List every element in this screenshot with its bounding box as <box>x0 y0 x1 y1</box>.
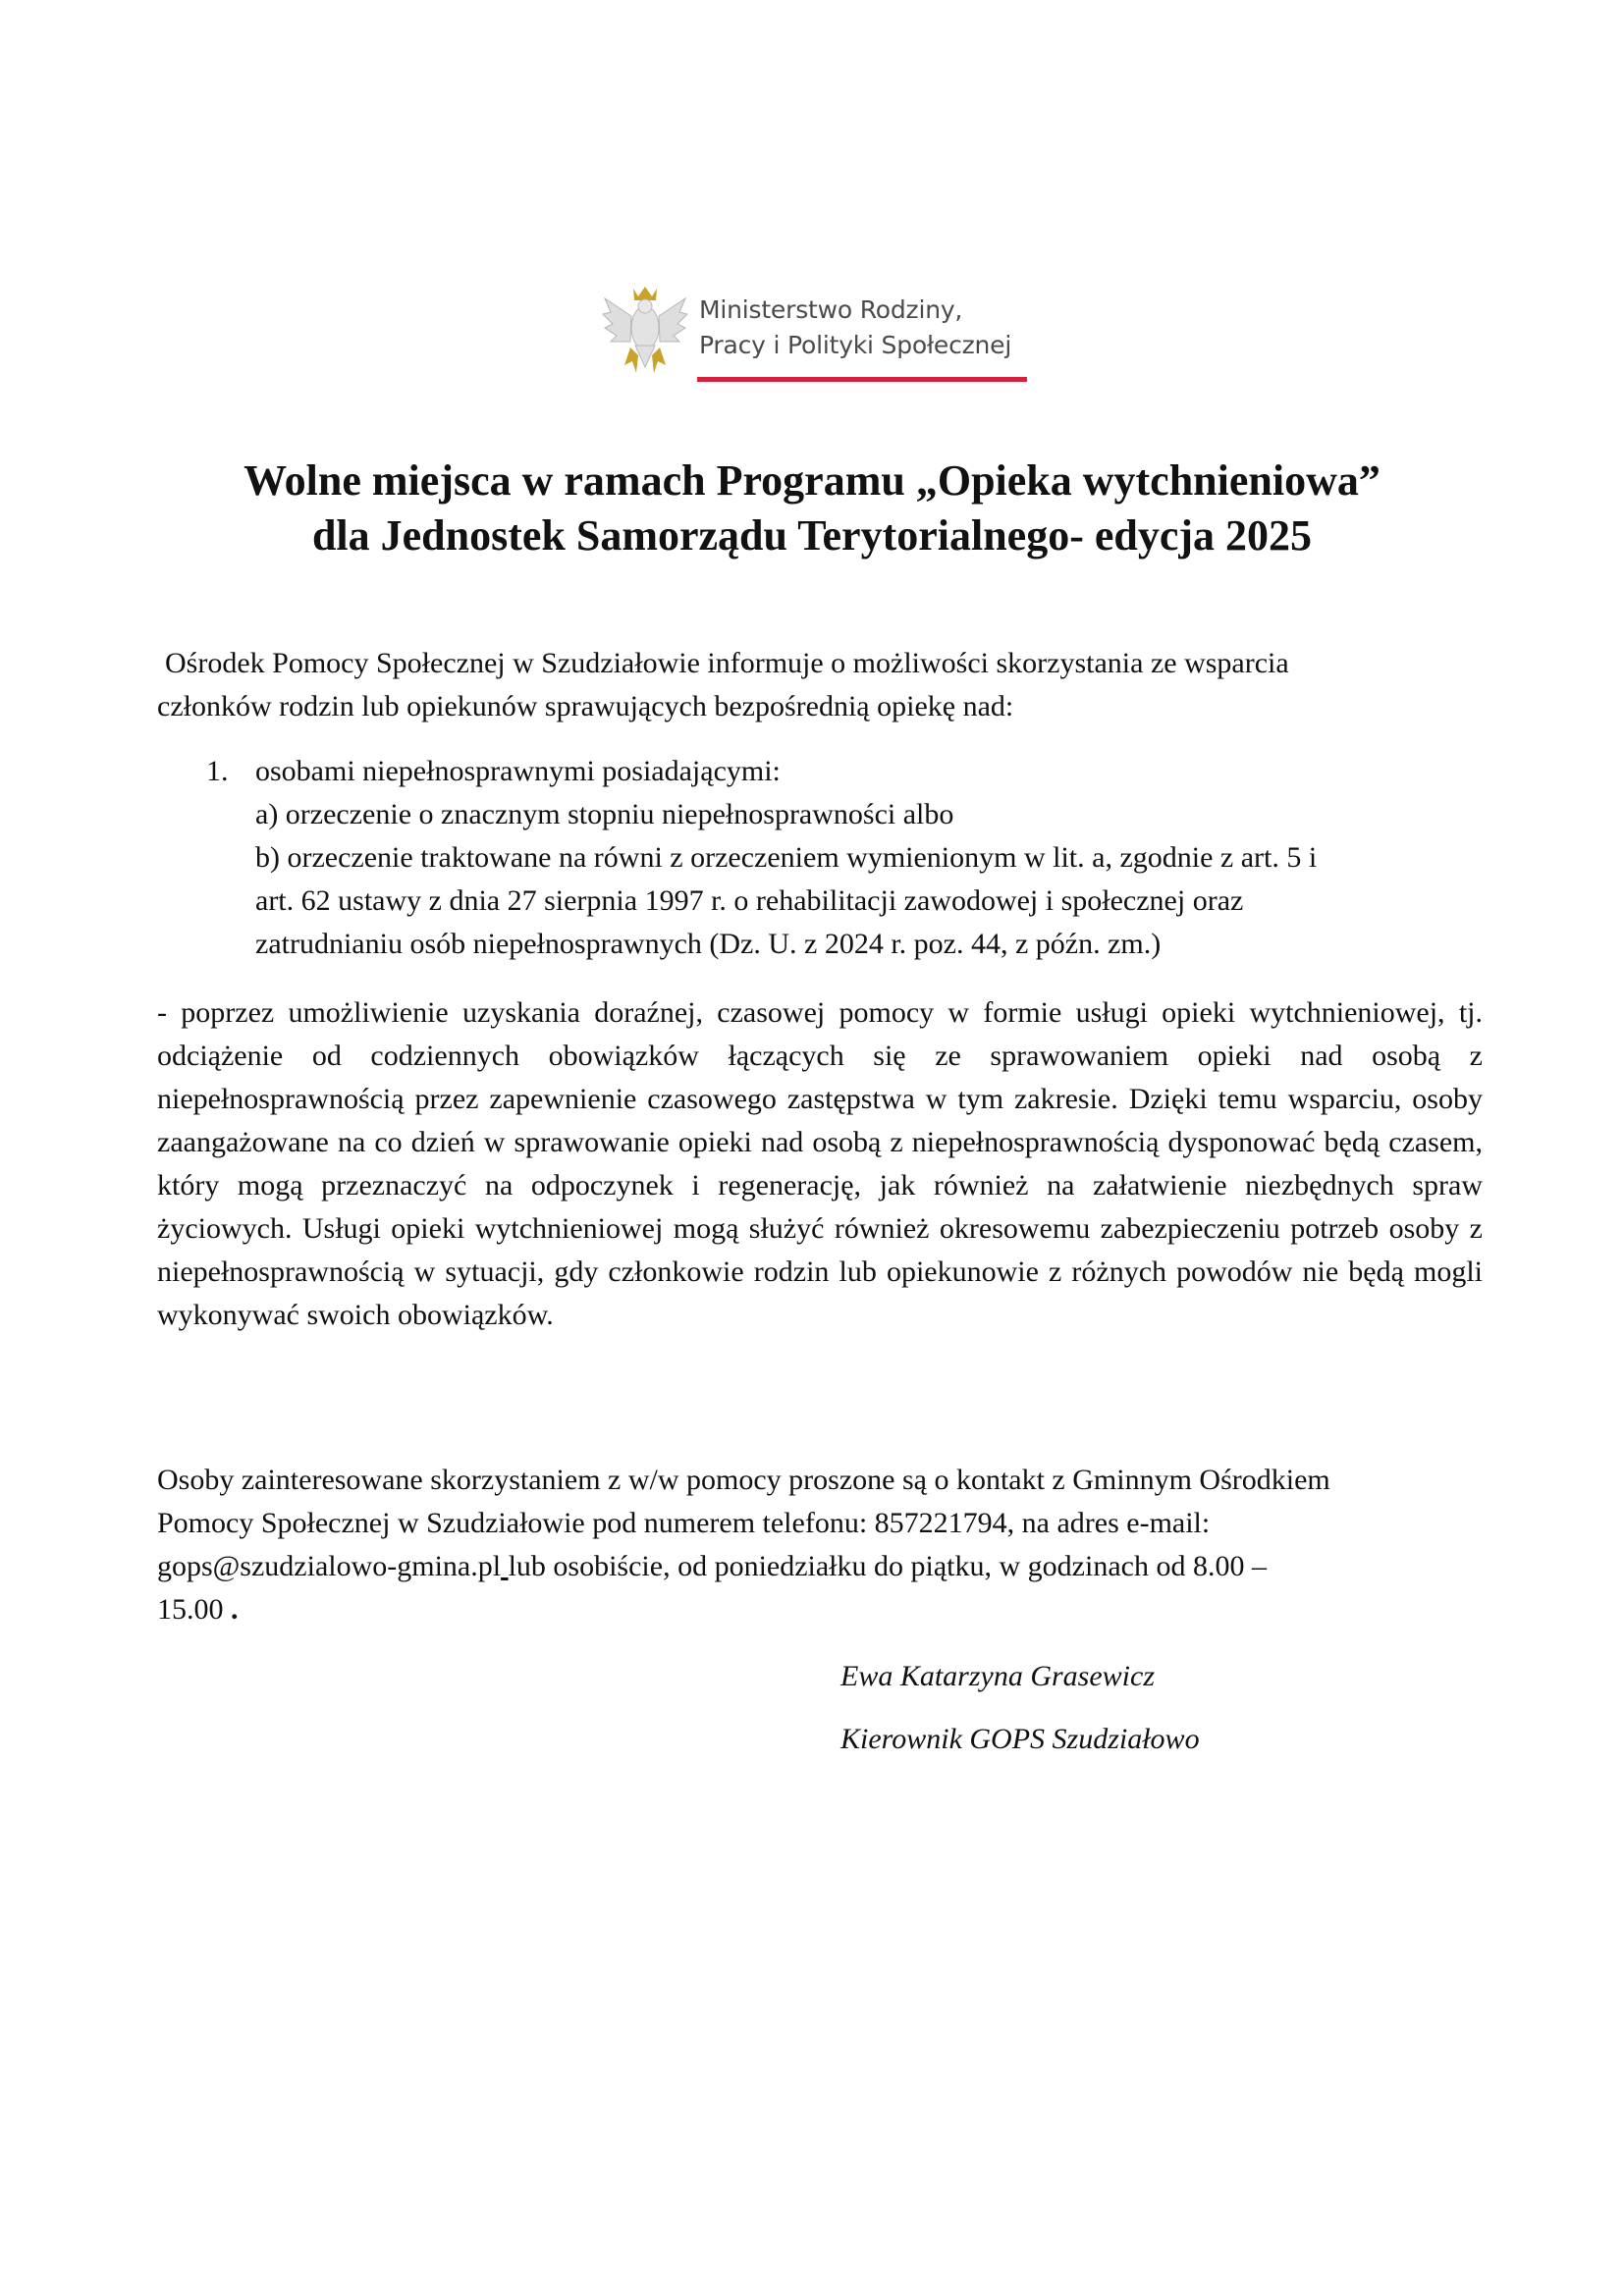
contact-hours-end: 15.00 <box>157 1593 224 1626</box>
intro-line-1: Ośrodek Pomocy Społecznej w Szudziałowie informuje o możliwości skorzystania ze wsparcia <box>165 647 1289 679</box>
list-line-1: osobami niepełnosprawnymi posiadającymi: <box>255 755 781 787</box>
page-title <box>128 454 1496 563</box>
list-line-2: a) orzeczenie o znacznym stopniu niepełnosprawności albo <box>255 798 954 830</box>
polish-eagle-icon <box>601 283 689 381</box>
list-item <box>255 750 1492 966</box>
logo-line-1: Ministerstwo Rodziny, <box>699 295 963 324</box>
contact-line-3 <box>157 1545 1483 1588</box>
list-line-5: zatrudnianiu osób niepełnosprawnych (Dz. U. z 2024 r. poz. 44, z późn. zm.) <box>255 928 1162 960</box>
signature-name: Ewa Katarzyna Grasewicz <box>840 1660 1156 1692</box>
list-line-3: b) orzeczenie traktowane na równi z orzeczeniem wymienionym w lit. a, zgodnie z art. 5 i <box>255 841 1318 874</box>
contact-final-dot: . <box>231 1593 239 1626</box>
eligibility-list <box>206 750 1492 966</box>
contact-line-3-rest: lub osobiście, od poniedziałku do piątku, w godzinach od 8.00 – <box>508 1550 1267 1582</box>
signature-role: Kierownik GOPS Szudziałowo <box>840 1723 1200 1755</box>
contact-line-4 <box>157 1588 1483 1631</box>
contact-line-1: Osoby zainteresowane skorzystaniem z w/w pomocy proszone są o kontakt z Gminnym Ośrodkiem <box>157 1464 1330 1496</box>
list-line-4: art. 62 ustawy z dnia 27 sierpnia 1997 r. o rehabilitacji zawodowej i społecznej oraz <box>255 884 1244 917</box>
logo-red-bar <box>697 377 1027 382</box>
logo-text <box>699 293 1011 363</box>
title-line-2: dla Jednostek Samorządu Terytorialnego- edycja 2025 <box>311 511 1313 560</box>
intro-line-2: członków rodzin lub opiekunów sprawujących bezpośrednią opiekę nad: <box>157 690 1014 722</box>
logo-line-2: Pracy i Polityki Społecznej <box>699 331 1012 359</box>
list-number: 1. <box>206 755 229 787</box>
ministry-logo <box>601 283 1033 391</box>
contact-paragraph <box>157 1459 1483 1631</box>
intro-paragraph <box>157 642 1492 728</box>
email-link[interactable]: gops@szudzialowo-gmina.pl <box>157 1550 502 1582</box>
title-line-1: Wolne miejsca w ramach Programu „Opieka wytchnieniowa” <box>244 456 1380 505</box>
support-description: - poprzez umożliwienie uzyskania doraźnej, czasowej pomocy w formie usługi opieki wytchnieniowej, tj. odciążenie od codziennych obowiązków łączących się ze sprawowaniem opieki nad osobą z niepełnosprawnością przez zapewnienie czasowego zastępstwa w tym zakresie. Dzięki temu wsparciu, osoby zaangażowane na co dzień w sprawowanie opieki nad osobą z niepełnosprawnością dysponować będą czasem, który mogą przeznaczyć na odpoczynek i regenerację, jak również na załatwienie niezbędnych spraw życiowych. Usługi opieki wytchnieniowej mogą służyć również okresowemu zabezpieczeniu potrzeb osoby z niepełnosprawnością w sytuacji, gdy członkowie rodzin lub opiekunowie z różnych powodów nie będą mogli wykonywać swoich obowiązków. <box>157 996 1483 1331</box>
contact-line-2: Pomocy Społecznej w Szudziałowie pod numerem telefonu: 857221794, na adres e-mail: <box>157 1507 1211 1539</box>
